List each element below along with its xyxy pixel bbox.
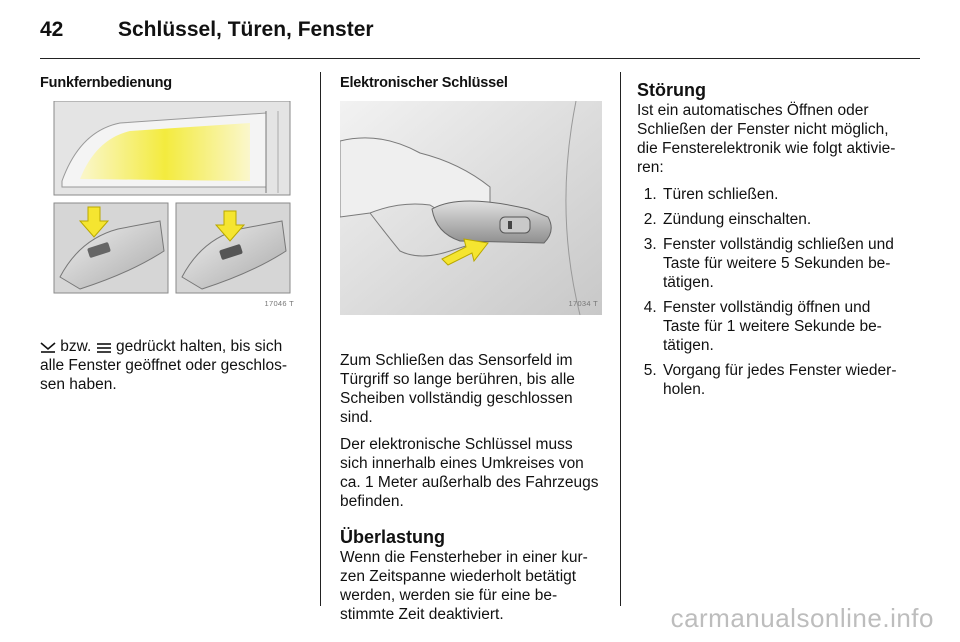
page-title: Schlüssel, Türen, Fenster (118, 18, 374, 41)
column-remote-control (40, 74, 298, 402)
malfunction-steps (637, 185, 905, 399)
heading-malfunction: Störung (637, 80, 706, 100)
page-number: 42 (40, 18, 64, 41)
remote-control-illustration (40, 101, 298, 315)
figure-remote-control (40, 101, 298, 315)
header-divider (40, 58, 920, 59)
list-item: 4. Fenster vollständig öffnen und Taste für 1 weitere Sekunde be-tätigen. (661, 298, 905, 355)
heading-overload: Überlastung (340, 527, 446, 547)
heading-remote-control: Funkfernbedienung (40, 75, 172, 91)
figure-code: 17034 T (568, 299, 598, 308)
window-close-icon (96, 339, 112, 353)
column-divider (620, 72, 621, 606)
electronic-key-text-2: Der elektronische Schlüssel muss sich innerhalb eines Umkreises von ca. 1 Meter außerhalb des Fahrzeugs befinden. (340, 436, 599, 510)
figure-door-handle (340, 101, 602, 315)
column-divider (320, 72, 321, 606)
list-item: 1. Türen schließen. (661, 185, 905, 204)
list-item: 3. Fenster vollständig schließen und Taste für weitere 5 Sekunden be-tätigen. (661, 235, 905, 292)
window-open-icon (40, 339, 56, 353)
list-item: 5. Vorgang für jedes Fenster wieder-holen. (661, 361, 905, 399)
remote-control-text: bzw. gedrückt halten, bis sich alle Fenster geöffnet oder geschlos-sen haben. (40, 338, 288, 393)
figure-code: 17046 T (264, 299, 294, 308)
page-header (40, 18, 374, 48)
column-electronic-key (340, 74, 602, 632)
column-malfunction (637, 80, 905, 405)
door-handle-illustration (340, 101, 602, 315)
list-item: 2. Zündung einschalten. (661, 210, 905, 229)
overload-text: Wenn die Fensterheber in einer kur-zen Zeitspanne wiederholt betätigt werden, werden sie für eine be-stimmte Zeit deaktiviert. (340, 549, 588, 623)
malfunction-intro: Ist ein automatisches Öffnen oder Schließen der Fenster nicht möglich, die Fensterelektronik wie folgt aktivie-ren: (637, 102, 896, 176)
watermark: carmanualsonline.info (670, 603, 934, 633)
heading-electronic-key: Elektronischer Schlüssel (340, 75, 508, 91)
electronic-key-text-1: Zum Schließen das Sensorfeld im Türgriff so lange berühren, bis alle Scheiben vollständig geschlossen sind. (340, 352, 575, 426)
